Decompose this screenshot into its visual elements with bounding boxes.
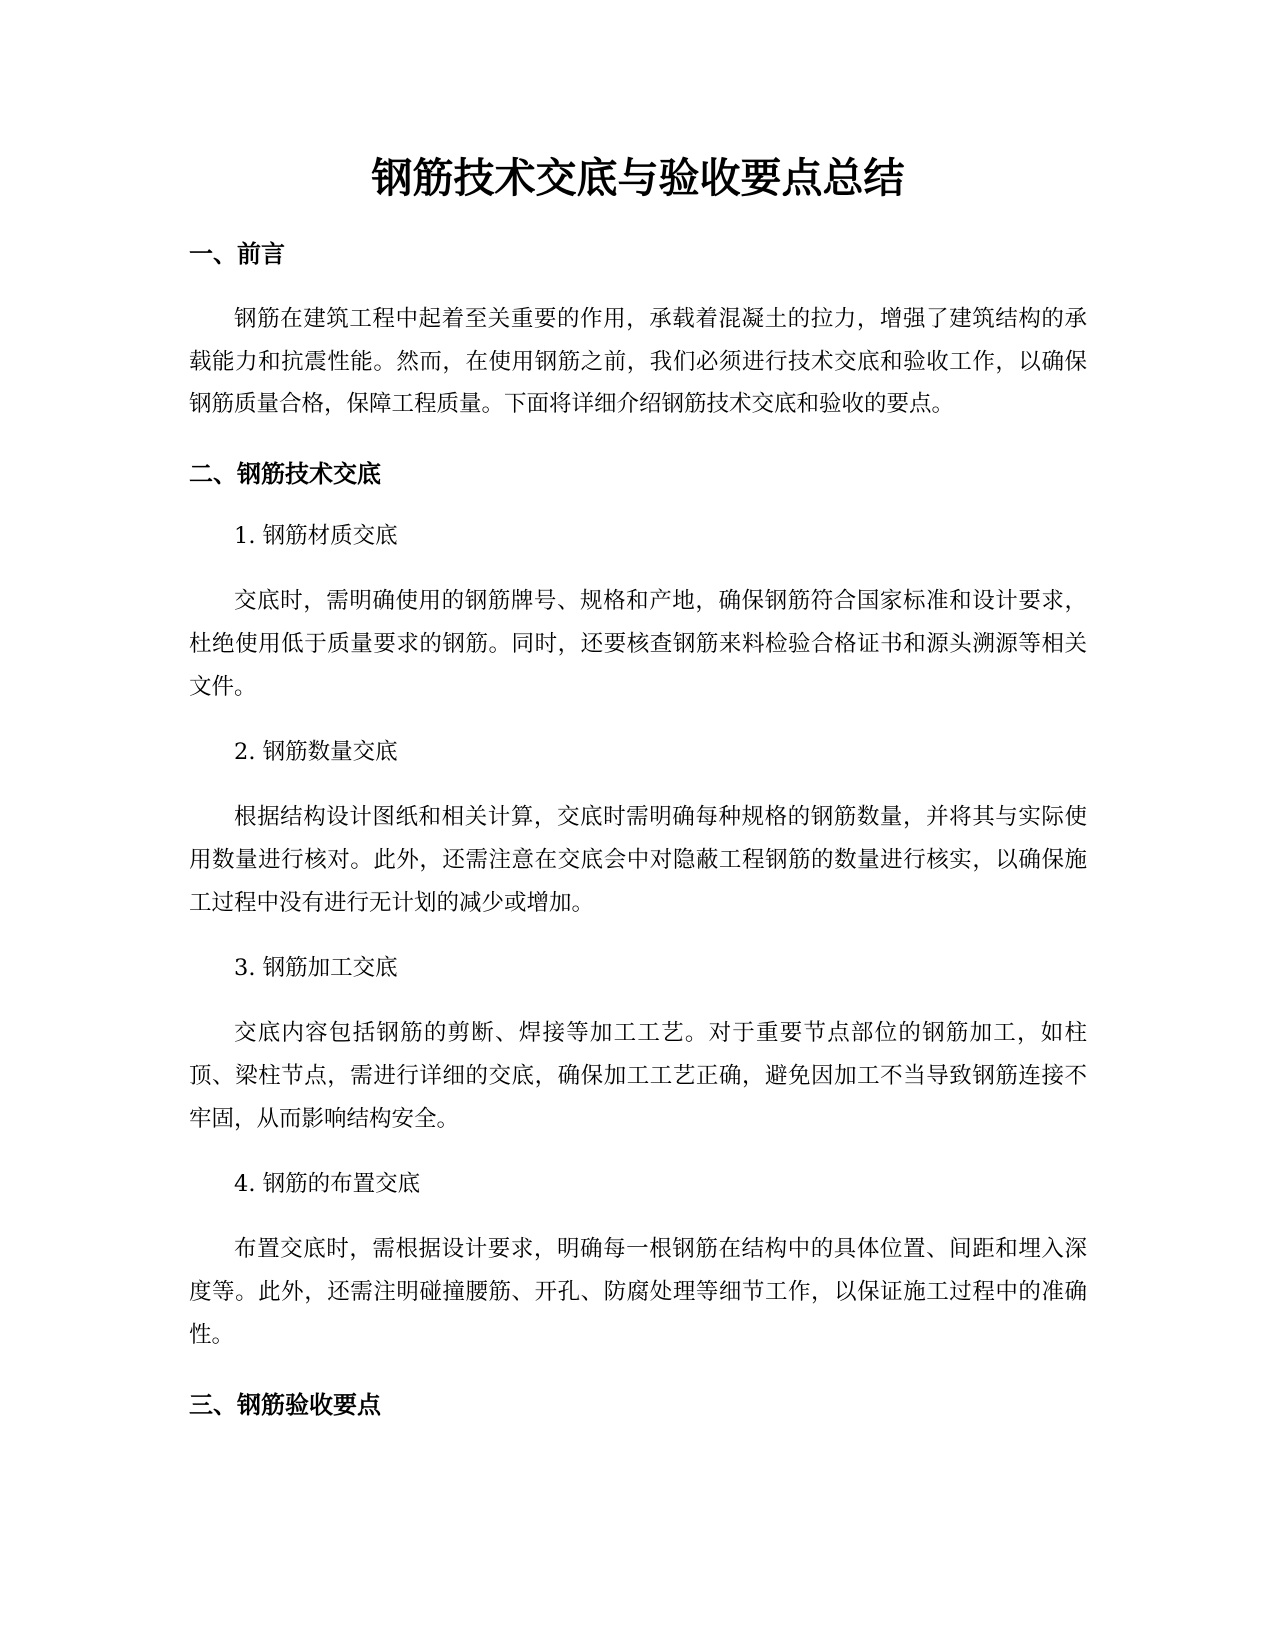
- section-heading-technical-briefing: 二、钢筋技术交底: [189, 460, 381, 489]
- subheading-processing-briefing: 3. 钢筋加工交底: [234, 955, 398, 982]
- subheading-quantity-briefing: 2. 钢筋数量交底: [234, 739, 398, 766]
- document-body: [189, 150, 1087, 1422]
- paragraph-processing-briefing: 交底内容包括钢筋的剪断、焊接等加工工艺。对于重要节点部位的钢筋加工，如柱顶、梁柱节点，需进行详细的交底，确保加工工艺正确，避免因加工不当导致钢筋连接不牢固，从而影响结构安全。: [189, 1020, 1087, 1132]
- subheading-material-briefing: 1. 钢筋材质交底: [234, 523, 398, 550]
- subheading-layout-briefing: 4. 钢筋的布置交底: [234, 1171, 421, 1198]
- section-heading-preface: 一、前言: [189, 240, 285, 268]
- page-title: 钢筋技术交底与验收要点总结: [371, 154, 905, 202]
- paragraph-layout-briefing: 布置交底时，需根据设计要求，明确每一根钢筋在结构中的具体位置、间距和埋入深度等。此外，还需注明碰撞腰筋、开孔、防腐处理等细节工作，以保证施工过程中的准确性。: [189, 1236, 1087, 1348]
- paragraph-preface: 钢筋在建筑工程中起着至关重要的作用，承载着混凝土的拉力，增强了建筑结构的承载能力和抗震性能。然而，在使用钢筋之前，我们必须进行技术交底和验收工作，以确保钢筋质量合格，保障工程质量。下面将详细介绍钢筋技术交底和验收的要点。: [189, 306, 1087, 418]
- paragraph-material-briefing: 交底时，需明确使用的钢筋牌号、规格和产地，确保钢筋符合国家标准和设计要求，杜绝使用低于质量要求的钢筋。同时，还要核查钢筋来料检验合格证书和源头溯源等相关文件。: [189, 588, 1087, 700]
- section-heading-acceptance: 三、钢筋验收要点: [189, 1390, 381, 1419]
- paragraph-quantity-briefing: 根据结构设计图纸和相关计算，交底时需明确每种规格的钢筋数量，并将其与实际使用数量进行核对。此外，还需注意在交底会中对隐蔽工程钢筋的数量进行核实，以确保施工过程中没有进行无计划的减少或增加。: [189, 804, 1087, 916]
